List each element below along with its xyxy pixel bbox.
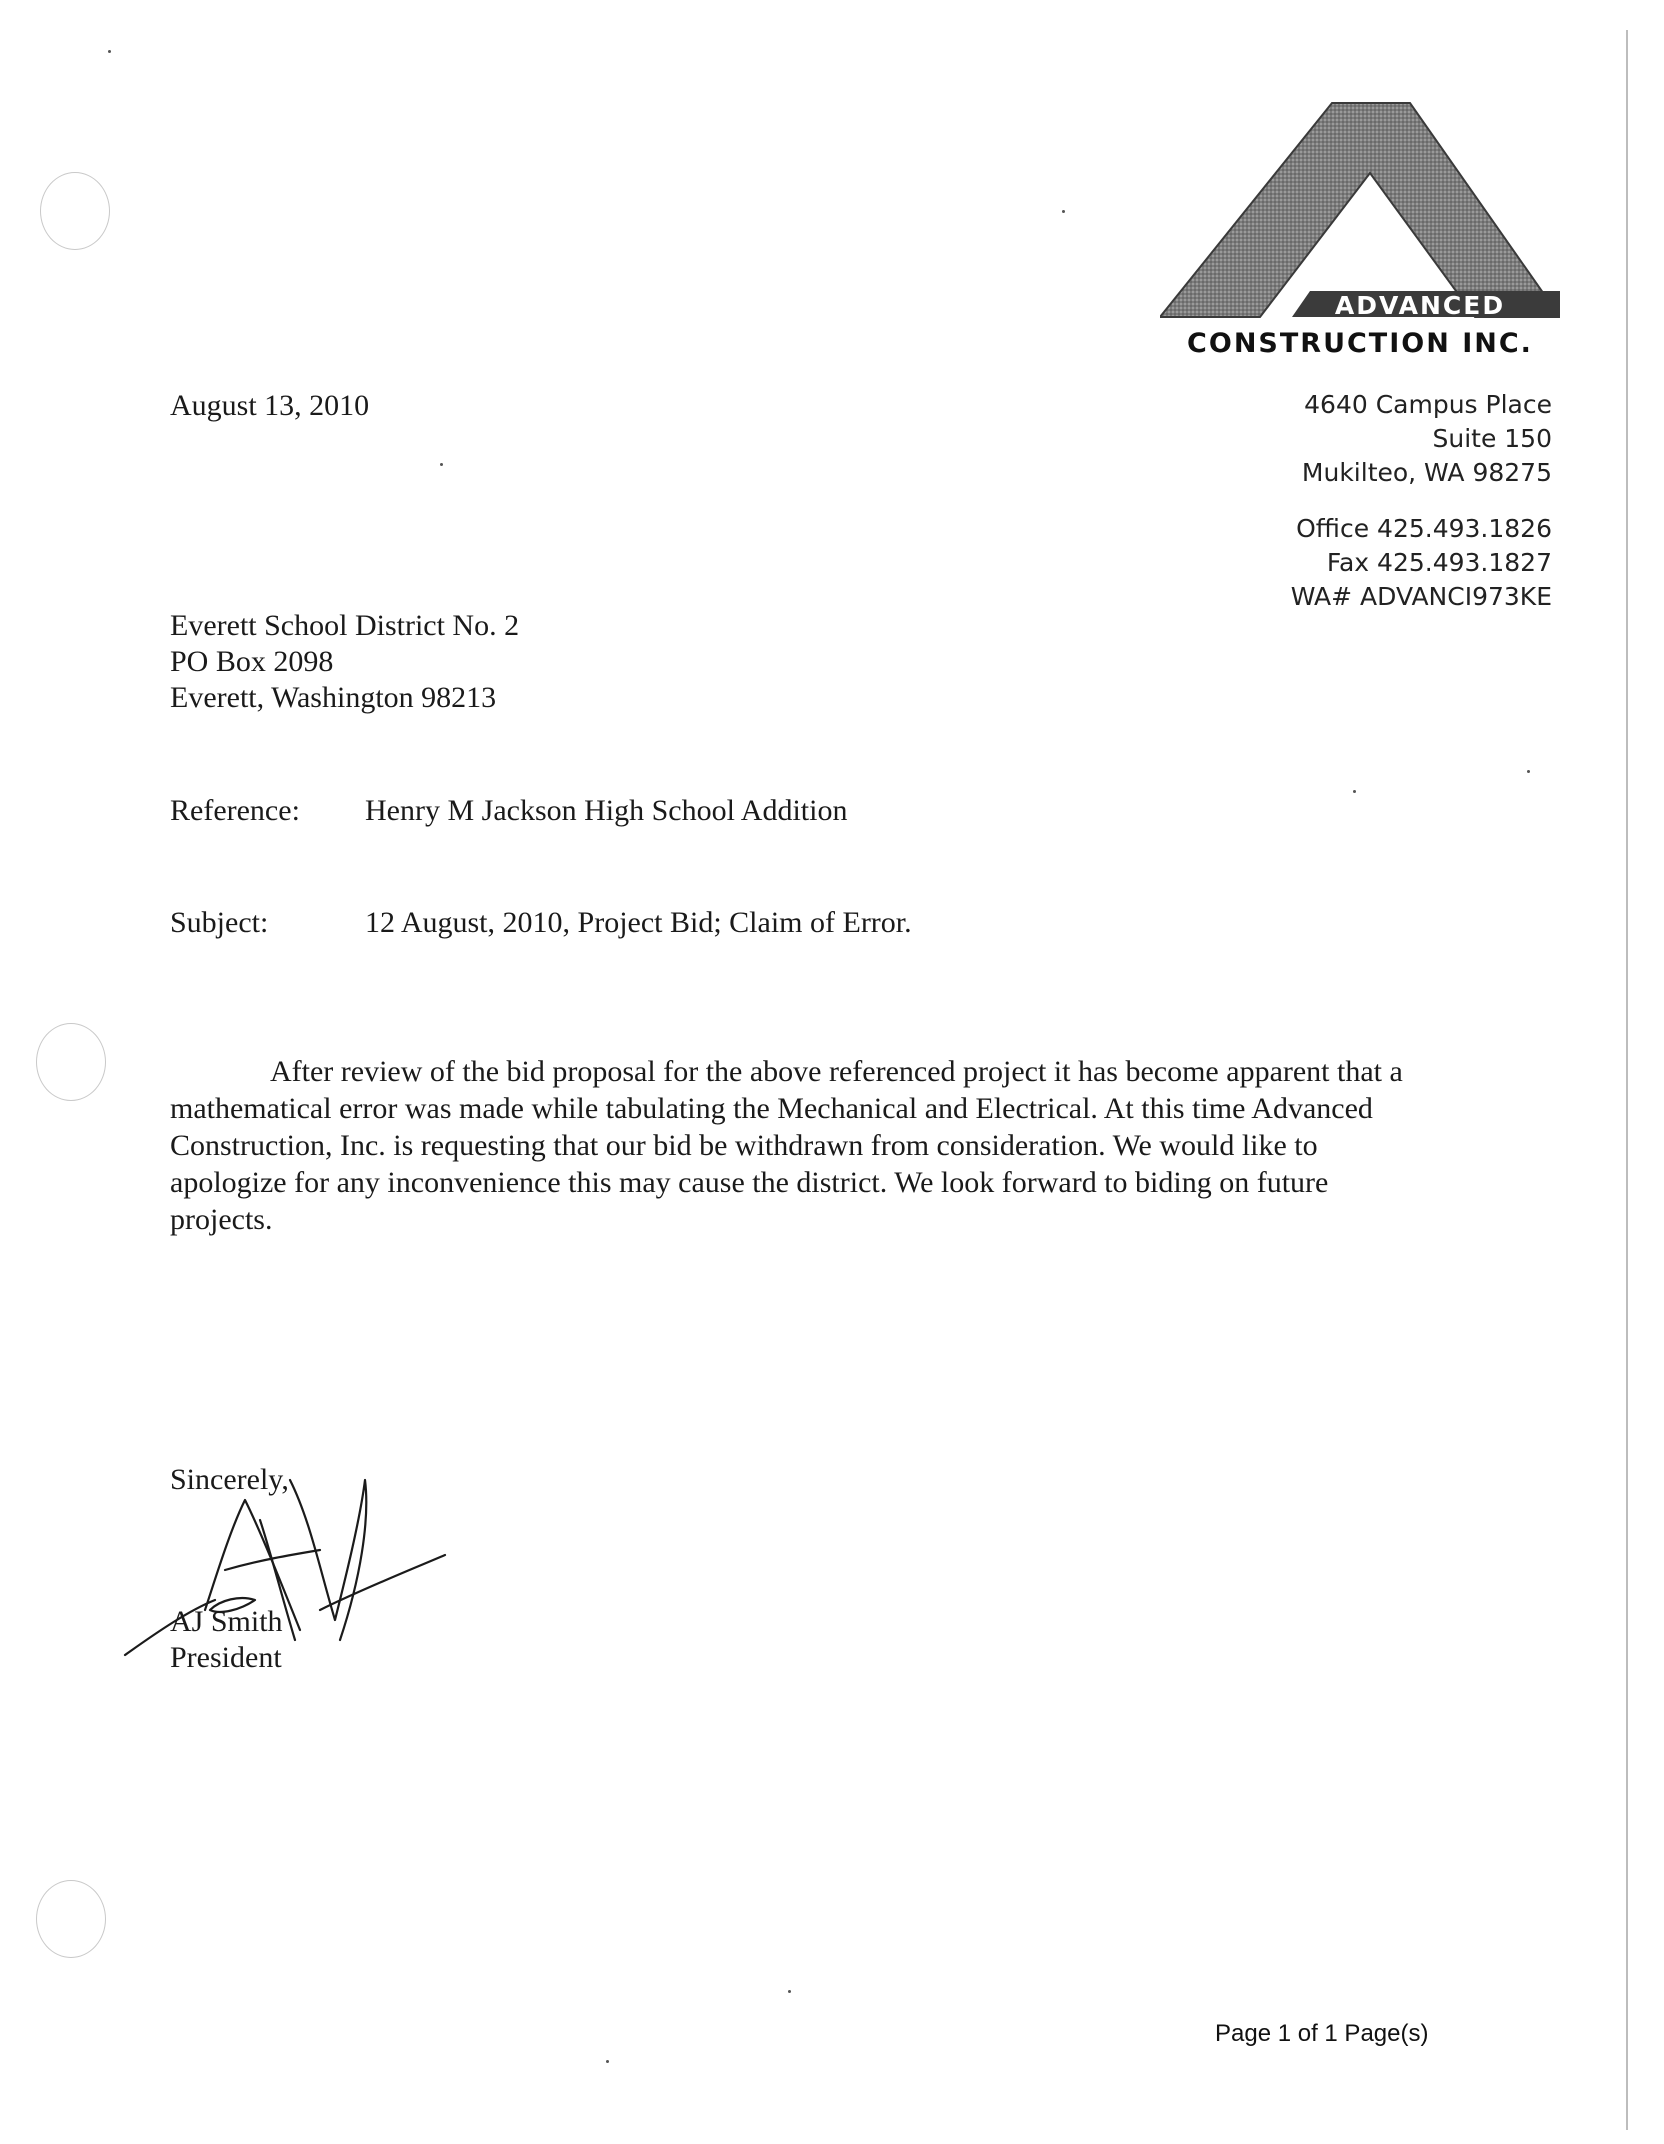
office-phone: Office 425.493.1826 bbox=[1296, 514, 1552, 543]
recipient-line: Everett, Washington 98213 bbox=[170, 681, 497, 714]
punch-hole bbox=[36, 1880, 106, 1958]
signer-name: AJ Smith bbox=[170, 1605, 283, 1638]
subject-line bbox=[170, 905, 912, 941]
page-number: Page 1 of 1 Page(s) bbox=[1215, 2020, 1429, 2047]
reference-label: Reference: bbox=[170, 794, 300, 827]
scan-speck bbox=[440, 463, 443, 466]
body-paragraph: After review of the bid proposal for the above referenced project it has become apparent that a mathematical error was made while tabulating the Mechanical and Electrical. At this time Advanced Construction, Inc. is requesting that our bid be withdrawn from consideration. We would like to apologize for any inconvenience this may cause the district. We look forward to biding on future projects. bbox=[170, 1055, 1403, 1236]
recipient-line: Everett School District No. 2 bbox=[170, 609, 520, 642]
company-name: CONSTRUCTION INC. bbox=[1187, 328, 1533, 359]
address-line: 4640 Campus Place bbox=[1304, 390, 1552, 419]
punch-hole bbox=[36, 1023, 106, 1101]
address-line: Suite 150 bbox=[1432, 424, 1552, 453]
punch-hole bbox=[40, 172, 110, 250]
fax-number: Fax 425.493.1827 bbox=[1326, 548, 1552, 577]
license-number: WA# ADVANCI973KE bbox=[1290, 582, 1552, 611]
scan-speck bbox=[108, 50, 111, 53]
reference-line bbox=[170, 793, 847, 829]
logo-band-text: ADVANCED bbox=[1334, 291, 1506, 320]
recipient-line: PO Box 2098 bbox=[170, 645, 334, 678]
reference-value: Henry M Jackson High School Addition bbox=[365, 794, 848, 827]
closing-salutation: Sincerely, bbox=[170, 1463, 289, 1496]
scan-speck bbox=[788, 1990, 791, 1993]
subject-label: Subject: bbox=[170, 906, 269, 939]
company-address-block bbox=[1291, 388, 1552, 614]
signer-title: President bbox=[170, 1641, 282, 1674]
scan-speck bbox=[606, 2060, 609, 2063]
scan-speck bbox=[1527, 770, 1530, 773]
letter-date: August 13, 2010 bbox=[170, 389, 370, 422]
subject-value: 12 August, 2010, Project Bid; Claim of Error. bbox=[365, 906, 912, 939]
scan-speck bbox=[1062, 210, 1065, 213]
scan-edge-line bbox=[1626, 30, 1628, 2130]
address-line: Mukilteo, WA 98275 bbox=[1301, 458, 1552, 487]
scan-speck bbox=[1353, 790, 1356, 793]
recipient-address bbox=[170, 608, 519, 716]
